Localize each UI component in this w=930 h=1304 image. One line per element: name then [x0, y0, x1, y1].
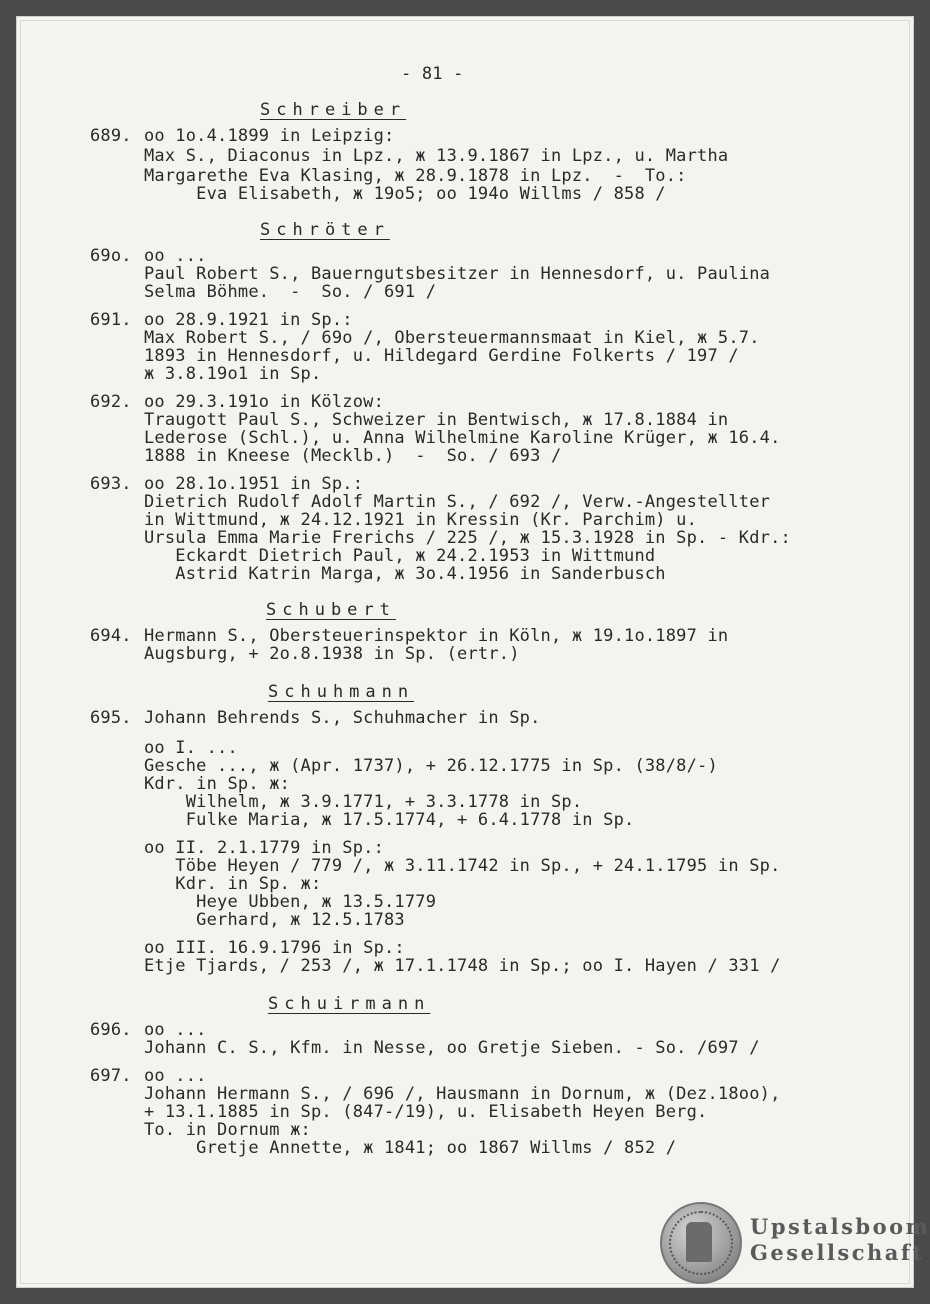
brand-name [750, 1214, 930, 1266]
entry-number: 689. [90, 126, 132, 146]
entry-line: + 13.1.1885 in Sp. (847-/19), u. Elisabeth Heyen Berg. [144, 1102, 708, 1122]
entry-line: Kdr. in Sp. ж: [144, 774, 291, 794]
entry-line: Dietrich Rudolf Adolf Martin S., / 692 /, Verw.-Angestellter [144, 492, 771, 512]
entry-line: Ursula Emma Marie Frerichs / 225 /, ж 15.3.1928 in Sp. - Kdr.: [144, 528, 791, 548]
entry-line: 1888 in Kneese (Mecklb.) - So. / 693 / [144, 446, 562, 466]
entry-number: 697. [90, 1066, 132, 1086]
brand-line-1: Upstalsboom [750, 1214, 930, 1239]
entry-line: Etje Tjards, / 253 /, ж 17.1.1748 in Sp.; oo I. Hayen / 331 / [144, 956, 781, 976]
section-heading-schubert: Schubert [266, 600, 396, 620]
entry-line: Heye Ubben, ж 13.5.1779 [144, 892, 437, 912]
entry-line: oo ... [144, 1066, 207, 1086]
entry-line: Hermann S., Obersteuerinspektor in Köln, ж 19.1o.1897 in [144, 626, 729, 646]
entry-line: Gerhard, ж 12.5.1783 [144, 910, 405, 930]
entry-line: Gesche ..., ж (Apr. 1737), + 26.12.1775 in Sp. (38/8/-) [144, 756, 718, 776]
entry-line: oo III. 16.9.1796 in Sp.: [144, 938, 405, 958]
entry-line: Margarethe Eva Klasing, ж 28.9.1878 in Lpz. - To.: [144, 166, 687, 186]
section-heading-schroeter: Schröter [260, 220, 390, 240]
document-page [16, 16, 930, 1288]
entry-line: oo 1o.4.1899 in Leipzig: [144, 126, 395, 146]
entry-line: Wilhelm, ж 3.9.1771, + 3.3.1778 in Sp. [144, 792, 583, 812]
entry-line: oo 29.3.191o in Kölzow: [144, 392, 385, 412]
entry-line: oo II. 2.1.1779 in Sp.: [144, 838, 385, 858]
entry-number: 691. [90, 310, 132, 330]
entry-line: Traugott Paul S., Schweizer in Bentwisch, ж 17.8.1884 in [144, 410, 729, 430]
entry-line: oo 28.1o.1951 in Sp.: [144, 474, 364, 494]
entry-line: Paul Robert S., Bauerngutsbesitzer in Hennesdorf, u. Paulina [144, 264, 771, 284]
entry-line: oo ... [144, 246, 207, 266]
page-number: - 81 - [401, 64, 464, 84]
entry-line: ж 3.8.19o1 in Sp. [144, 364, 322, 384]
entry-line: Töbe Heyen / 779 /, ж 3.11.1742 in Sp., + 24.1.1795 in Sp. [144, 856, 781, 876]
entry-line: oo I. ... [144, 738, 238, 758]
entry-number: 693. [90, 474, 132, 494]
entry-line: 1893 in Hennesdorf, u. Hildegard Gerdine Folkerts / 197 / [144, 346, 739, 366]
entry-line: Johann C. S., Kfm. in Nesse, oo Gretje Sieben. - So. /697 / [144, 1038, 760, 1058]
entry-line: oo 28.9.1921 in Sp.: [144, 310, 353, 330]
document-sheet [16, 16, 930, 1288]
section-heading-schuirmann: Schuirmann [268, 994, 431, 1014]
entry-line: Max S., Diaconus in Lpz., ж 13.9.1867 in Lpz., u. Martha [144, 146, 729, 166]
entry-number: 694. [90, 626, 132, 646]
entry-line: Johann Behrends S., Schuhmacher in Sp. [144, 708, 541, 728]
entry-number: 695. [90, 708, 132, 728]
entry-line: Lederose (Schl.), u. Anna Wilhelmine Karoline Krüger, ж 16.4. [144, 428, 781, 448]
seal-icon [660, 1202, 742, 1284]
entry-line: Max Robert S., / 69o /, Obersteuermannsmaat in Kiel, ж 5.7. [144, 328, 760, 348]
entry-line: in Wittmund, ж 24.12.1921 in Kressin (Kr. Parchim) u. [144, 510, 698, 530]
section-heading-schuhmann: Schuhmann [268, 682, 415, 702]
entry-line: Eckardt Dietrich Paul, ж 24.2.1953 in Wittmund [144, 546, 656, 566]
brand-line-2: Gesellschaft [750, 1240, 925, 1265]
entry-line: Eva Elisabeth, ж 19o5; oo 194o Willms / 858 / [144, 184, 666, 204]
entry-line: Selma Böhme. - So. / 691 / [144, 282, 437, 302]
entry-line: oo ... [144, 1020, 207, 1040]
entry-number: 696. [90, 1020, 132, 1040]
entry-line: Augsburg, + 2o.8.1938 in Sp. (ertr.) [144, 644, 520, 664]
entry-line: To. in Dornum ж: [144, 1120, 311, 1140]
entry-line: Gretje Annette, ж 1841; oo 1867 Willms / 852 / [144, 1138, 677, 1158]
entry-number: 69o. [90, 246, 132, 266]
entry-number: 692. [90, 392, 132, 412]
entry-line: Johann Hermann S., / 696 /, Hausmann in Dornum, ж (Dez.18oo), [144, 1084, 781, 1104]
entry-line: Kdr. in Sp. ж: [144, 874, 322, 894]
seal-figure [686, 1222, 712, 1262]
entry-line: Astrid Katrin Marga, ж 3o.4.1956 in Sanderbusch [144, 564, 666, 584]
section-heading-schreiber: Schreiber [260, 100, 407, 120]
entry-line: Fulke Maria, ж 17.5.1774, + 6.4.1778 in Sp. [144, 810, 635, 830]
